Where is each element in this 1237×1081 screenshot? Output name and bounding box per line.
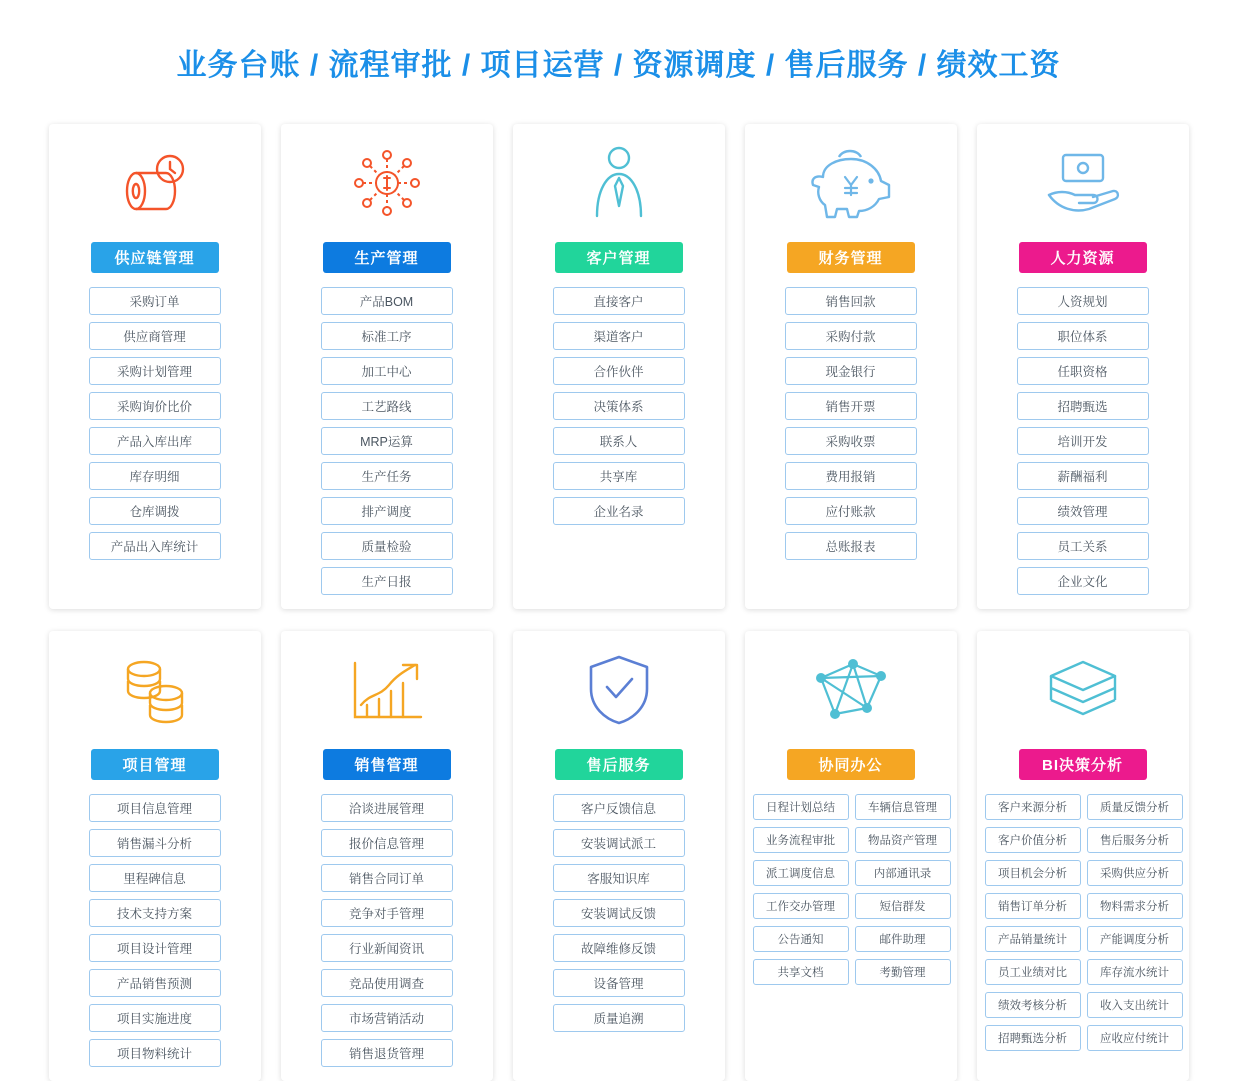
list-item[interactable]: 客户反馈信息 bbox=[553, 794, 685, 822]
list-item[interactable]: 联系人 bbox=[553, 427, 685, 455]
list-item[interactable]: 洽谈进展管理 bbox=[321, 794, 453, 822]
list-item[interactable]: 合作伙伴 bbox=[553, 357, 685, 385]
list-item[interactable]: 销售合同订单 bbox=[321, 864, 453, 892]
list-item[interactable]: 客户来源分析 bbox=[985, 794, 1081, 820]
list-item[interactable]: 人资规划 bbox=[1017, 287, 1149, 315]
list-item[interactable]: 企业名录 bbox=[553, 497, 685, 525]
list-item[interactable]: 竞品使用调查 bbox=[321, 969, 453, 997]
list-item[interactable]: 绩效管理 bbox=[1017, 497, 1149, 525]
list-item[interactable]: 报价信息管理 bbox=[321, 829, 453, 857]
list-item[interactable]: 职位体系 bbox=[1017, 322, 1149, 350]
card-sales[interactable] bbox=[281, 631, 493, 1081]
list-item[interactable]: 收入支出统计 bbox=[1087, 992, 1183, 1018]
list-item[interactable]: 项目信息管理 bbox=[89, 794, 221, 822]
list-item[interactable]: 业务流程审批 bbox=[753, 827, 849, 853]
list-item[interactable]: 费用报销 bbox=[785, 462, 917, 490]
list-item[interactable]: 日程计划总结 bbox=[753, 794, 849, 820]
list-item[interactable]: 应收应付统计 bbox=[1087, 1025, 1183, 1051]
list-item[interactable]: 采购收票 bbox=[785, 427, 917, 455]
list-item[interactable]: 销售订单分析 bbox=[985, 893, 1081, 919]
list-item[interactable]: 生产日报 bbox=[321, 567, 453, 595]
list-item[interactable]: 技术支持方案 bbox=[89, 899, 221, 927]
list-item[interactable]: 员工关系 bbox=[1017, 532, 1149, 560]
card-item-list bbox=[281, 794, 493, 1067]
list-item[interactable]: 共享库 bbox=[553, 462, 685, 490]
card-project[interactable] bbox=[49, 631, 261, 1081]
list-item[interactable]: 内部通讯录 bbox=[855, 860, 951, 886]
list-item[interactable]: 产能调度分析 bbox=[1087, 926, 1183, 952]
list-item[interactable]: 行业新闻资讯 bbox=[321, 934, 453, 962]
list-item[interactable]: 产品出入库统计 bbox=[89, 532, 221, 560]
list-item[interactable]: 售后服务分析 bbox=[1087, 827, 1183, 853]
card-item-list bbox=[745, 794, 957, 985]
list-item[interactable]: 加工中心 bbox=[321, 357, 453, 385]
list-item[interactable]: 客户价值分析 bbox=[985, 827, 1081, 853]
list-item[interactable]: 质量追溯 bbox=[553, 1004, 685, 1032]
list-item[interactable]: 设备管理 bbox=[553, 969, 685, 997]
list-item[interactable]: 市场营销活动 bbox=[321, 1004, 453, 1032]
list-item[interactable]: 生产任务 bbox=[321, 462, 453, 490]
list-item[interactable]: 故障维修反馈 bbox=[553, 934, 685, 962]
card-item-list bbox=[513, 794, 725, 1032]
list-item[interactable]: 销售漏斗分析 bbox=[89, 829, 221, 857]
card-title: 生产管理 bbox=[323, 242, 451, 273]
network-nodes-icon bbox=[281, 124, 493, 242]
list-item[interactable]: 工作交办管理 bbox=[753, 893, 849, 919]
shield-check-icon bbox=[513, 631, 725, 749]
list-item[interactable]: 采购订单 bbox=[89, 287, 221, 315]
list-item[interactable]: 车辆信息管理 bbox=[855, 794, 951, 820]
list-item[interactable]: 销售回款 bbox=[785, 287, 917, 315]
list-item[interactable]: 客服知识库 bbox=[553, 864, 685, 892]
list-item[interactable]: 现金银行 bbox=[785, 357, 917, 385]
card-item-list bbox=[281, 287, 493, 595]
card-hr[interactable] bbox=[977, 124, 1189, 609]
list-item[interactable]: 产品销量统计 bbox=[985, 926, 1081, 952]
list-item[interactable]: 库存明细 bbox=[89, 462, 221, 490]
card-title: 财务管理 bbox=[787, 242, 915, 273]
card-item-list bbox=[49, 794, 261, 1067]
list-item[interactable]: 采购付款 bbox=[785, 322, 917, 350]
list-item[interactable]: 总账报表 bbox=[785, 532, 917, 560]
list-item[interactable]: 派工调度信息 bbox=[753, 860, 849, 886]
list-item[interactable]: 企业文化 bbox=[1017, 567, 1149, 595]
list-item[interactable]: 供应商管理 bbox=[89, 322, 221, 350]
list-item[interactable]: 销售退货管理 bbox=[321, 1039, 453, 1067]
list-item[interactable]: 安装调试反馈 bbox=[553, 899, 685, 927]
card-title: 销售管理 bbox=[323, 749, 451, 780]
paper-roll-clock-icon bbox=[49, 124, 261, 242]
list-item[interactable]: 培训开发 bbox=[1017, 427, 1149, 455]
list-item[interactable]: 共享文档 bbox=[753, 959, 849, 985]
card-item-list bbox=[49, 287, 261, 560]
list-item[interactable]: 质量反馈分析 bbox=[1087, 794, 1183, 820]
list-item[interactable]: 项目物料统计 bbox=[89, 1039, 221, 1067]
list-item[interactable]: MRP运算 bbox=[321, 427, 453, 455]
list-item[interactable]: 产品入库出库 bbox=[89, 427, 221, 455]
card-title: 协同办公 bbox=[787, 749, 915, 780]
list-item[interactable]: 招聘甄选 bbox=[1017, 392, 1149, 420]
module-card-grid bbox=[0, 124, 1237, 1081]
list-item[interactable]: 绩效考核分析 bbox=[985, 992, 1081, 1018]
connected-graph-icon bbox=[745, 631, 957, 749]
list-item[interactable]: 项目机会分析 bbox=[985, 860, 1081, 886]
card-item-list bbox=[977, 794, 1189, 1051]
list-item[interactable]: 里程碑信息 bbox=[89, 864, 221, 892]
card-production[interactable] bbox=[281, 124, 493, 609]
list-item[interactable]: 采购询价比价 bbox=[89, 392, 221, 420]
card-title: 人力资源 bbox=[1019, 242, 1147, 273]
card-supply-chain[interactable] bbox=[49, 124, 261, 609]
list-item[interactable]: 标准工序 bbox=[321, 322, 453, 350]
card-title: 供应链管理 bbox=[91, 242, 219, 273]
list-item[interactable]: 采购计划管理 bbox=[89, 357, 221, 385]
list-item[interactable]: 邮件助理 bbox=[855, 926, 951, 952]
list-item[interactable]: 项目实施进度 bbox=[89, 1004, 221, 1032]
list-item[interactable]: 安装调试派工 bbox=[553, 829, 685, 857]
card-item-list bbox=[745, 287, 957, 560]
coin-stack-icon bbox=[49, 631, 261, 749]
card-item-list bbox=[513, 287, 725, 525]
list-item[interactable]: 产品销售预测 bbox=[89, 969, 221, 997]
card-title: 售后服务 bbox=[555, 749, 683, 780]
card-title: 客户管理 bbox=[555, 242, 683, 273]
list-item[interactable]: 薪酬福利 bbox=[1017, 462, 1149, 490]
page-title: 业务台账 / 流程审批 / 项目运营 / 资源调度 / 售后服务 / 绩效工资 bbox=[176, 49, 1061, 82]
card-collaboration[interactable] bbox=[745, 631, 957, 1081]
card-title: BI决策分析 bbox=[1019, 749, 1147, 780]
card-after-sales[interactable] bbox=[513, 631, 725, 1081]
hand-money-icon bbox=[977, 124, 1189, 242]
list-item[interactable]: 员工业绩对比 bbox=[985, 959, 1081, 985]
list-item[interactable]: 任职资格 bbox=[1017, 357, 1149, 385]
card-customer[interactable] bbox=[513, 124, 725, 609]
list-item[interactable]: 公告通知 bbox=[753, 926, 849, 952]
list-item[interactable]: 采购供应分析 bbox=[1087, 860, 1183, 886]
list-item[interactable]: 排产调度 bbox=[321, 497, 453, 525]
person-tie-icon bbox=[513, 124, 725, 242]
list-item[interactable]: 质量检验 bbox=[321, 532, 453, 560]
list-item[interactable]: 销售开票 bbox=[785, 392, 917, 420]
list-item[interactable]: 库存流水统计 bbox=[1087, 959, 1183, 985]
list-item[interactable]: 决策体系 bbox=[553, 392, 685, 420]
list-item[interactable]: 物料需求分析 bbox=[1087, 893, 1183, 919]
list-item[interactable]: 渠道客户 bbox=[553, 322, 685, 350]
card-title: 项目管理 bbox=[91, 749, 219, 780]
card-item-list bbox=[977, 287, 1189, 595]
list-item[interactable]: 物品资产管理 bbox=[855, 827, 951, 853]
list-item[interactable]: 工艺路线 bbox=[321, 392, 453, 420]
layers-icon bbox=[977, 631, 1189, 749]
list-item[interactable]: 直接客户 bbox=[553, 287, 685, 315]
list-item[interactable]: 应付账款 bbox=[785, 497, 917, 525]
piggy-bank-icon bbox=[745, 124, 957, 242]
list-item[interactable]: 仓库调拨 bbox=[89, 497, 221, 525]
list-item[interactable]: 项目设计管理 bbox=[89, 934, 221, 962]
list-item[interactable]: 考勤管理 bbox=[855, 959, 951, 985]
growth-chart-icon bbox=[281, 631, 493, 749]
list-item[interactable]: 竞争对手管理 bbox=[321, 899, 453, 927]
list-item[interactable]: 短信群发 bbox=[855, 893, 951, 919]
card-finance[interactable] bbox=[745, 124, 957, 609]
list-item[interactable]: 产品BOM bbox=[321, 287, 453, 315]
card-bi[interactable] bbox=[977, 631, 1189, 1081]
list-item[interactable]: 招聘甄选分析 bbox=[985, 1025, 1081, 1051]
